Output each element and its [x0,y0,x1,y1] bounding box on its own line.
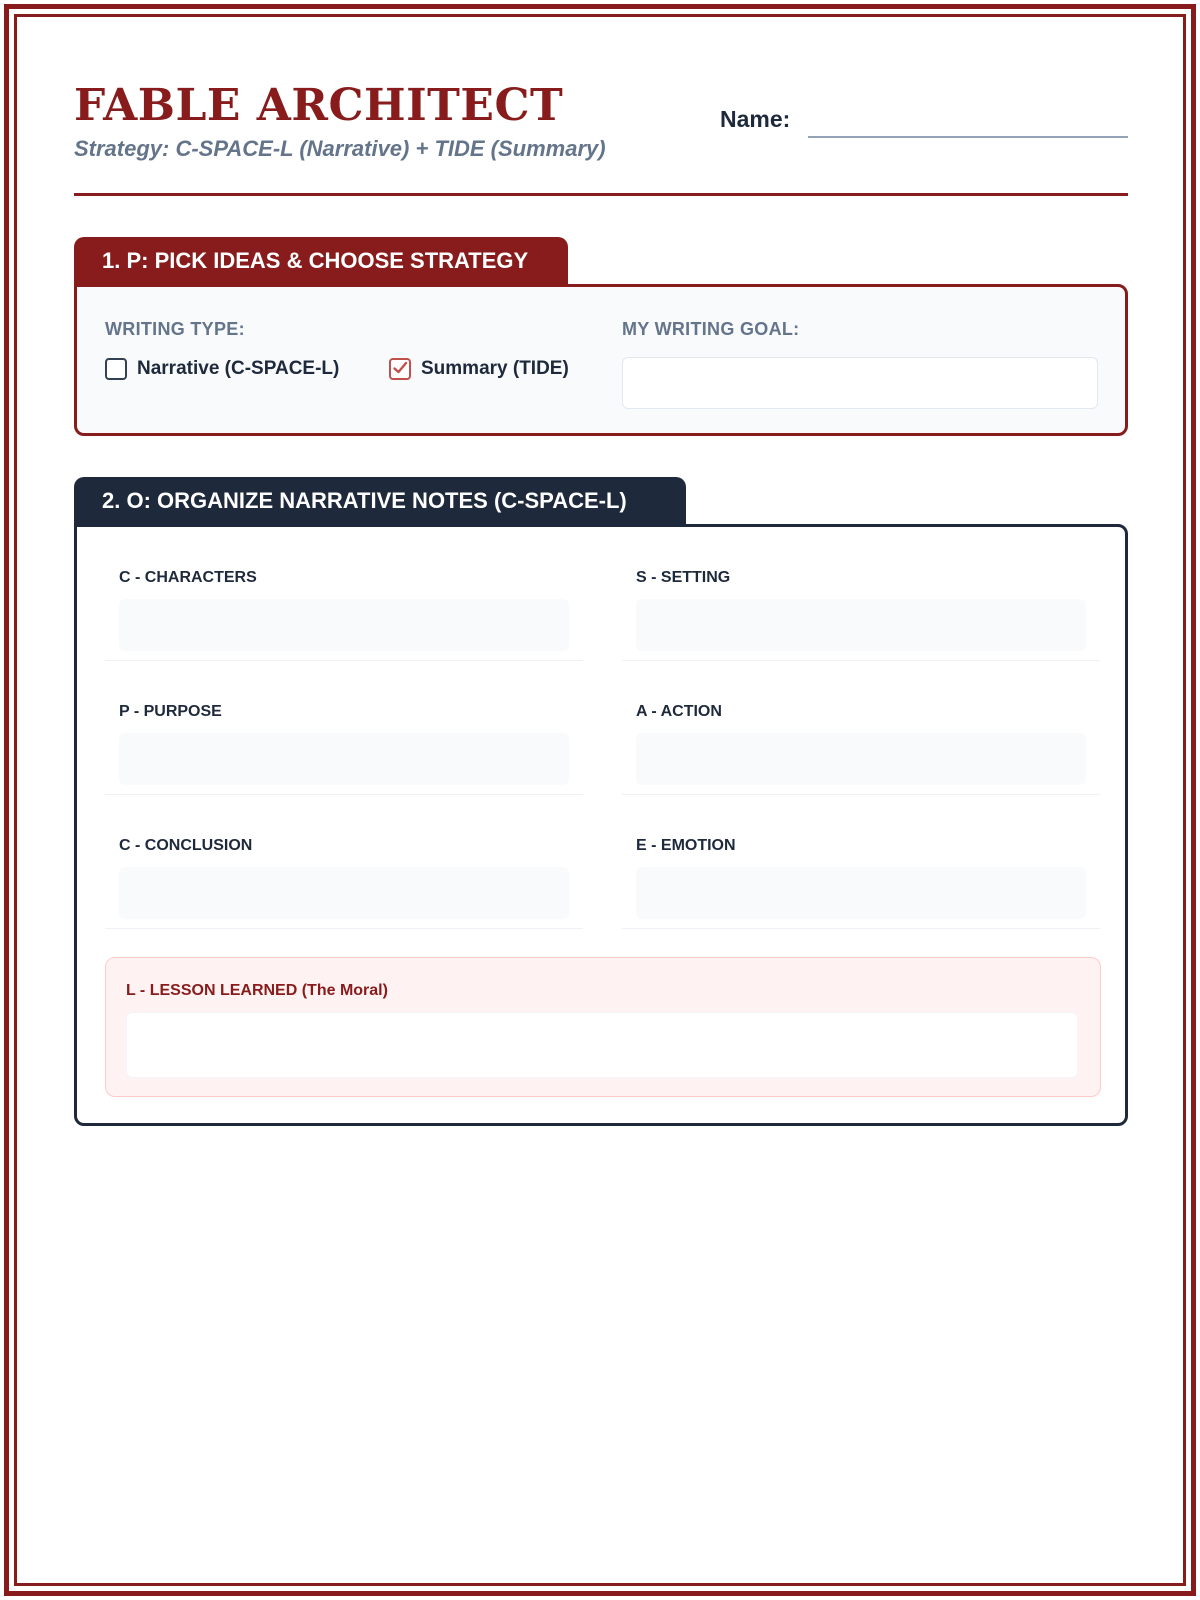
worksheet-header [74,80,1128,196]
section2-tab: 2. O: ORGANIZE NARRATIVE NOTES (C-SPACE-L) [74,477,686,527]
lesson-learned-box [105,957,1101,1097]
summary-option-label: Summary (TIDE) [421,358,569,379]
section1-panel [74,284,1128,436]
page-subtitle: Strategy: C-SPACE-L (Narrative) + TIDE (Summary) [74,136,606,161]
writing-type-label: WRITING TYPE: [105,319,245,339]
name-label: Name: [720,106,791,132]
summary-checkbox[interactable] [389,358,411,380]
setting-input[interactable] [636,599,1086,651]
page-title: FABLE ARCHITECT [74,80,564,131]
lesson-learned-label: L - LESSON LEARNED (The Moral) [126,982,388,999]
conclusion-cell [105,795,583,929]
characters-input[interactable] [119,599,569,651]
conclusion-label: C - CONCLUSION [119,837,253,854]
action-input[interactable] [636,733,1086,785]
purpose-cell [105,661,583,795]
action-cell [622,661,1100,795]
emotion-label: E - EMOTION [636,837,736,854]
setting-label: S - SETTING [636,569,731,586]
lesson-learned-input[interactable] [126,1012,1078,1078]
purpose-input[interactable] [119,733,569,785]
emotion-input[interactable] [636,867,1086,919]
purpose-label: P - PURPOSE [119,703,222,720]
section2-panel [74,524,1128,1126]
narrative-option-label: Narrative (C-SPACE-L) [137,358,340,379]
characters-label: C - CHARACTERS [119,569,257,586]
narrative-option[interactable] [105,358,339,380]
writing-goal-label: MY WRITING GOAL: [622,319,800,339]
name-field[interactable] [808,136,1128,138]
conclusion-input[interactable] [119,867,569,919]
section1-tab: 1. P: PICK IDEAS & CHOOSE STRATEGY [74,237,568,287]
checkmark-icon [392,360,408,376]
action-label: A - ACTION [636,703,722,720]
writing-goal-input[interactable] [622,357,1098,409]
emotion-cell [622,795,1100,929]
setting-cell [622,527,1100,661]
narrative-checkbox[interactable] [105,358,127,380]
characters-cell [105,527,583,661]
summary-option[interactable] [389,358,569,380]
